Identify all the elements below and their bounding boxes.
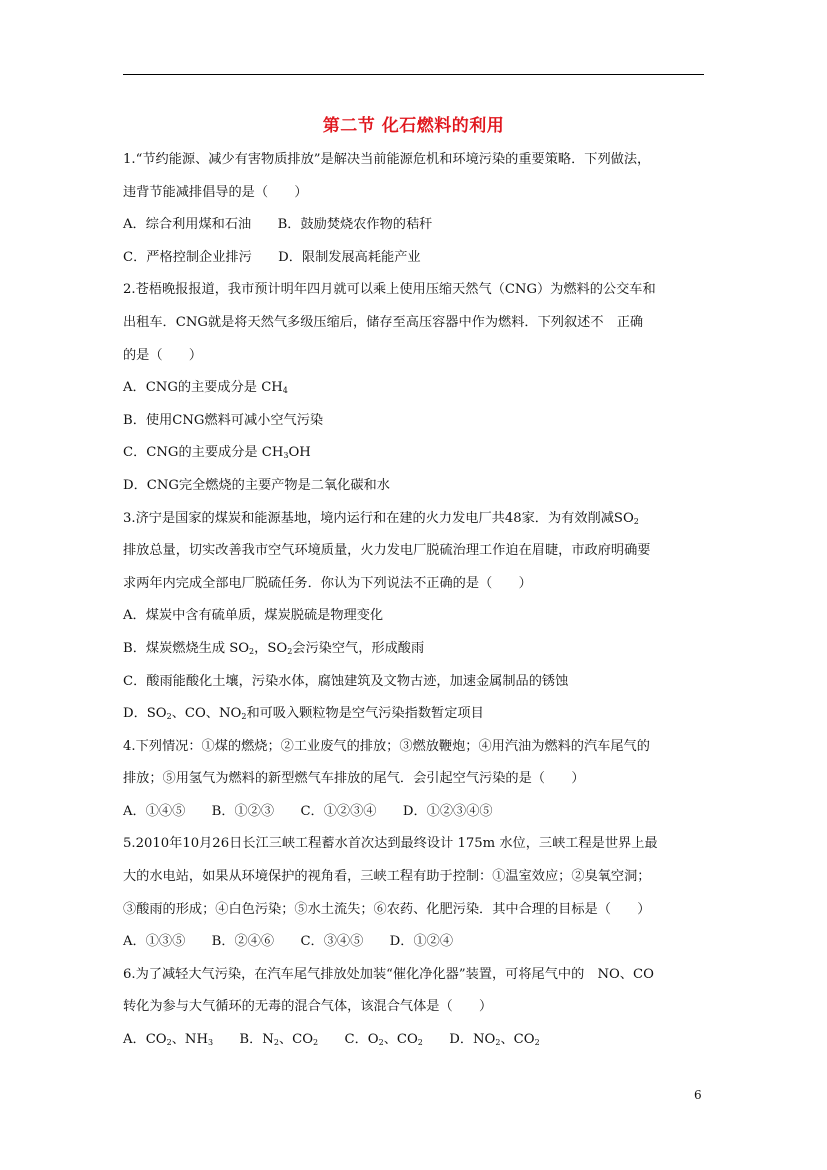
question-2-stem-line-3: 的是（ ） — [123, 347, 203, 363]
subscript: 2 — [417, 1038, 423, 1048]
option-text: C．CNG的主要成分是 CH — [123, 445, 284, 461]
question-3-option-a: A．煤炭中含有硫单质，煤炭脱硫是物理变化 — [123, 608, 384, 624]
stem-text: 3.济宁是国家的煤炭和能源基地，境内运行和在建的火力发电厂共48家．为有效削减SO — [123, 510, 634, 526]
subscript: 2 — [495, 1038, 501, 1048]
subscript: 3 — [283, 451, 289, 461]
subscript: 3 — [207, 1038, 214, 1048]
subscript: 2 — [166, 1038, 172, 1048]
subscript: 2 — [241, 712, 247, 722]
question-6-stem-line-1: 6.为了减轻大气污染，在汽车尾气排放处加装“催化净化器”装置，可将尾气中的 NO、CO — [123, 966, 654, 982]
question-4-options: A．①④⑤ B．①②③ C．①②③④ D．①②③④⑤ — [123, 803, 493, 819]
subscript: 2 — [534, 1038, 540, 1048]
subscript: 4 — [282, 386, 288, 396]
page-title: 第二节 化石燃料的利用 — [322, 116, 505, 136]
option-text: 、CO — [278, 1032, 314, 1048]
question-6-stem-line-2: 转化为参与大气循环的无毒的混合气体，该混合气体是（ ） — [123, 999, 493, 1015]
subscript: 2 — [287, 646, 293, 656]
option-text: 、CO — [500, 1032, 535, 1048]
subscript: 2 — [273, 1038, 279, 1048]
subscript: 2 — [313, 1038, 319, 1048]
question-2-option-d: D．CNG完全燃烧的主要产物是二氧化碳和水 — [123, 477, 390, 493]
question-1-options-ab: A．综合利用煤和石油 B．鼓励焚烧农作物的秸秆 — [123, 217, 433, 233]
question-2-option-a — [123, 375, 708, 408]
option-text: 和可吸入颗粒物是空气污染指数暂定项目 — [246, 706, 484, 722]
page-number: 6 — [694, 1088, 702, 1102]
question-2-stem-line-1: 2.苍梧晚报报道，我市预计明年四月就可以乘上使用压缩天然气（CNG）为燃料的公交车和 — [123, 282, 656, 298]
question-5-stem-line-1: 5.2010年10月26日长江三峡工程蓄水首次达到最终设计 175m 水位，三峡工程是世界上最 — [123, 836, 658, 852]
question-6-options — [123, 1027, 708, 1060]
option-text: 、CO — [383, 1032, 418, 1048]
question-1-stem-line-2: 违背节能减排倡导的是（ ） — [123, 184, 308, 200]
option-text-tail: OH — [288, 445, 311, 461]
question-1-stem-line-1: 1.“节约能源、减少有害物质排放”是解决当前能源危机和环境污染的重要策略．下列做法， — [123, 152, 651, 167]
question-3-stem-line-3: 求两年内完成全部电厂脱硫任务．你认为下列说法不正确的是（ ） — [123, 575, 532, 591]
subscript: 2 — [166, 712, 172, 722]
header-rule — [123, 74, 704, 75]
option-text: D．SO — [123, 706, 167, 722]
question-2-option-c — [123, 440, 708, 473]
question-2-stem-line-2: 出租车．CNG就是将天然气多级压缩后，储存至高压容器中作为燃料．下列叙述不 正确 — [123, 314, 644, 330]
question-4-stem-line-2: 排放；⑤用氢气为燃料的新型燃气车排放的尾气．会引起空气污染的是（ ） — [123, 771, 585, 787]
question-list — [123, 147, 708, 1060]
option-text: B．N — [213, 1032, 274, 1048]
option-text: 、NH — [171, 1032, 208, 1048]
question-5-stem-line-3: ③酸雨的形成；④白色污染；⑤水土流失；⑥农药、化肥污染．其中合理的目标是（ ） — [123, 901, 651, 917]
option-text: A．CO — [123, 1032, 167, 1048]
question-3-stem-line-2: 排放总量，切实改善我市空气环境质量，火力发电厂脱硫治理工作迫在眉睫，市政府明确要 — [123, 543, 651, 559]
question-3-option-d — [123, 701, 708, 734]
subscript: 2 — [633, 516, 639, 526]
option-text: 会污染空气，形成酸雨 — [292, 640, 425, 656]
question-3-option-b — [123, 636, 708, 669]
option-text: B．煤炭燃烧生成 SO — [123, 640, 250, 656]
question-2-option-b: B．使用CNG燃料可减小空气污染 — [123, 412, 324, 428]
option-text: D．NO — [422, 1032, 496, 1048]
option-text: ，SO — [254, 640, 288, 656]
option-text: 、CO、NO — [171, 706, 242, 722]
question-4-stem-line-1: 4.下列情况：①煤的燃烧；②工业废气的排放；③燃放鞭炮；④用汽油为燃料的汽车尾气的 — [123, 738, 650, 754]
option-text: C．O — [318, 1032, 379, 1048]
subscript: 2 — [378, 1038, 384, 1048]
subscript: 2 — [249, 646, 255, 656]
question-3-option-c: C．酸雨能酸化土壤，污染水体，腐蚀建筑及文物古迹，加速金属制品的锈蚀 — [123, 673, 569, 689]
question-5-options: A．①③⑤ B．②④⑥ C．③④⑤ D．①②④ — [123, 934, 454, 950]
question-5-stem-line-2: 大的水电站，如果从环境保护的视角看，三峡工程有助于控制：①温室效应；②臭氧空洞； — [123, 869, 651, 885]
option-text: A．CNG的主要成分是 CH — [123, 380, 283, 396]
question-3-stem-line-1 — [123, 506, 708, 539]
question-1-options-cd: C．严格控制企业排污 D．限制发展高耗能产业 — [123, 249, 421, 265]
